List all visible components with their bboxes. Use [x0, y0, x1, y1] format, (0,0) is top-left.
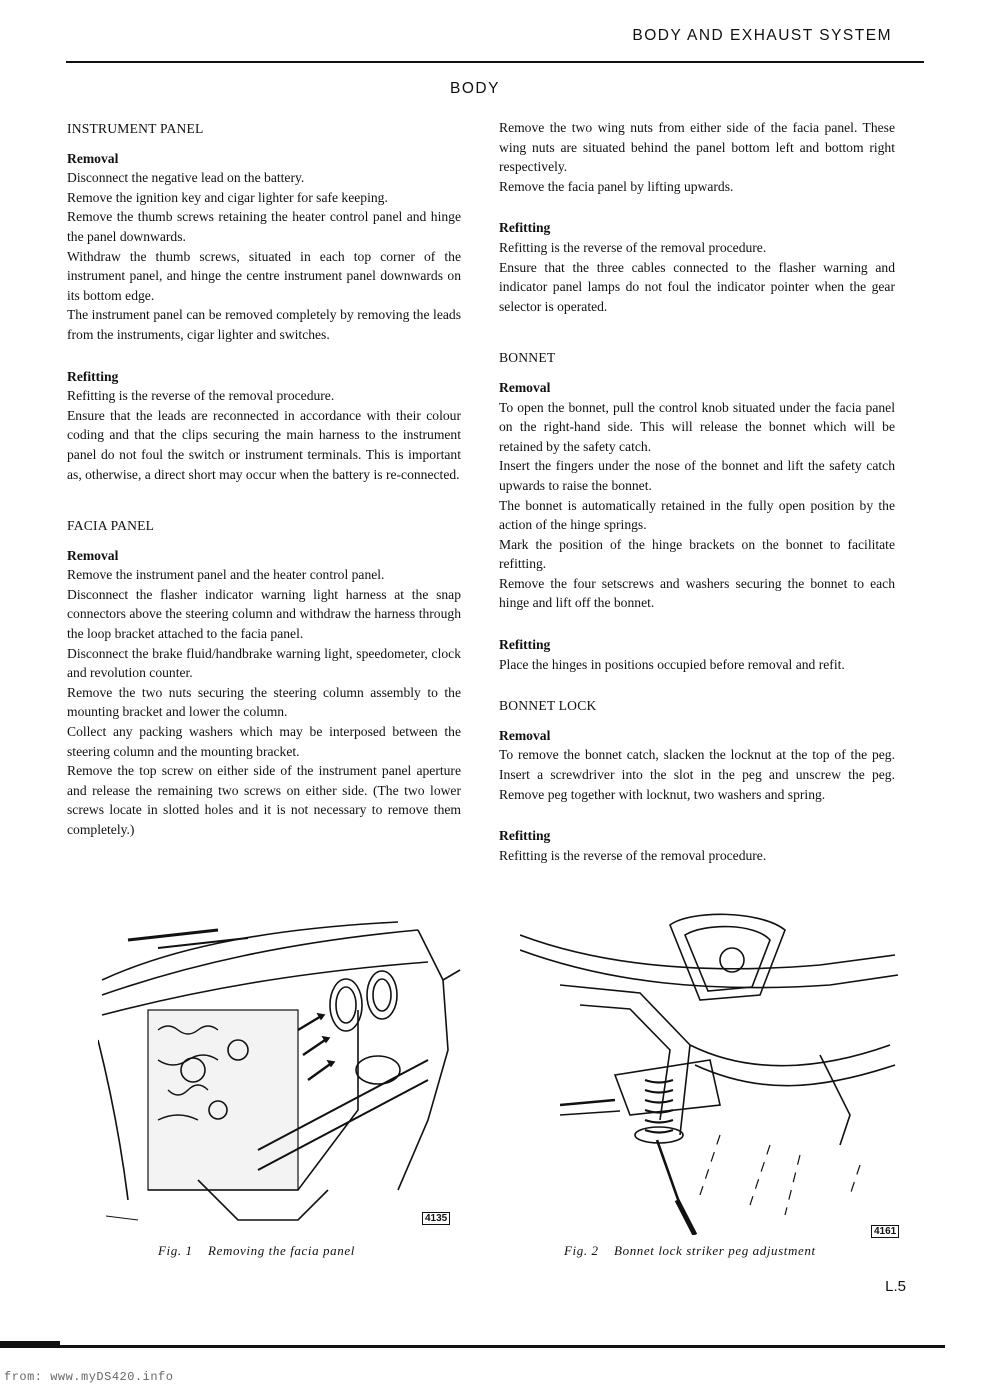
paragraph: Disconnect the brake fluid/handbrake warning light, speedometer, clock and revolution counter.	[67, 645, 461, 681]
facia-panel-heading: FACIA PANEL	[67, 518, 155, 534]
paragraph: Remove the instrument panel and the heater control panel.	[67, 567, 385, 583]
paragraph: Refitting is the reverse of the removal procedure.	[67, 388, 335, 404]
instrument-panel-heading: INSTRUMENT PANEL	[67, 121, 204, 136]
bottom-rule	[0, 1345, 945, 1348]
paragraph: Remove the facia panel by lifting upwards.	[499, 178, 734, 194]
paragraph: Ensure that the three cables connected to the flasher warning and indicator panel lamps do not foul the indicator pointer when the gear selector is operated.	[499, 259, 895, 314]
paragraph: Collect any packing washers which may be interposed between the steering column and the mounting bracket.	[67, 724, 461, 759]
paragraph: The bonnet is automatically retained in the fully open position by the action of the hinge springs.	[499, 497, 895, 533]
paragraph: The instrument panel can be removed completely by removing the leads from the instruments, cigar lighter and switches.	[67, 307, 461, 342]
bonnet-lock-refitting-heading: Refitting	[499, 828, 551, 844]
figure-2-caption: Fig. 2 Bonnet lock striker peg adjustment	[564, 1243, 816, 1258]
section-title: BODY	[450, 80, 500, 97]
paragraph: Place the hinges in positions occupied before removal and refit.	[499, 656, 845, 672]
figure-1-illustration	[98, 920, 462, 1230]
page-number: L.5	[885, 1278, 906, 1295]
paragraph: Remove the two wing nuts from either side of the facia panel. These wing nuts are situated behind the panel bottom left and bottom right respectively.	[499, 120, 895, 175]
paragraph: Disconnect the negative lead on the battery.	[67, 170, 305, 186]
paragraph: Disconnect the flasher indicator warning light harness at the snap connectors above the steering column and withdraw the harness through the loop bracket attached to the facia panel.	[67, 586, 461, 642]
bonnet-lock-removal-heading: Removal	[499, 727, 551, 743]
paragraph: Mark the position of the hinge brackets on the bonnet to facilitate refitting.	[499, 536, 895, 572]
bonnet-removal-heading: Removal	[499, 379, 551, 395]
running-header: BODY AND EXHAUST SYSTEM	[632, 27, 892, 44]
figure-2-number: 4161	[871, 1225, 899, 1238]
paragraph: Refitting is the reverse of the removal procedure.	[499, 239, 767, 255]
paragraph: Remove the two nuts securing the steering column assembly to the mounting bracket and lower the column.	[67, 684, 461, 720]
left-column	[67, 119, 461, 840]
figure-1-caption: Fig. 1 Removing the facia panel	[158, 1243, 355, 1258]
paragraph: Remove the thumb screws retaining the heater control panel and hinge the panel downwards.	[67, 209, 461, 244]
right-column	[499, 118, 895, 865]
bonnet-lock-heading: BONNET LOCK	[499, 698, 597, 714]
header-rule	[66, 61, 924, 63]
instrument-panel-refitting-heading: Refitting	[67, 368, 119, 384]
bonnet-refitting-heading: Refitting	[499, 637, 551, 653]
bonnet-heading: BONNET	[499, 350, 556, 366]
facia-panel-removal-heading: Removal	[67, 547, 119, 563]
facia-refitting-heading: Refitting	[499, 220, 551, 236]
paragraph: Remove the top screw on either side of the instrument panel aperture and release the remaining two screws on either side. (The two lower screws locate in slotted holes and it is not necessary to remove them completely.)	[67, 763, 461, 837]
paragraph: Remove the four setscrews and washers securing the bonnet to each hinge and lift off the bonnet.	[499, 575, 895, 611]
paragraph: Insert the fingers under the nose of the bonnet and lift the safety catch upwards to raise the bonnet.	[499, 458, 895, 493]
instrument-panel-removal-heading: Removal	[67, 150, 119, 166]
paragraph: To open the bonnet, pull the control knob situated under the facia panel on the right-hand side. This will release the bonnet which will be retained by the safety catch.	[499, 399, 895, 454]
paragraph: Refitting is the reverse of the removal procedure.	[499, 847, 767, 863]
source-watermark: from: www.myDS420.info	[4, 1370, 174, 1384]
paragraph: To remove the bonnet catch, slacken the locknut at the top of the peg. Insert a screwdriver into the slot in the peg and unscrew the peg. Remove peg together with locknut, two washers and spring.	[499, 747, 895, 802]
figure-1-number: 4135	[422, 1212, 450, 1225]
paragraph: Remove the ignition key and cigar lighter for safe keeping.	[67, 189, 388, 205]
paragraph: Ensure that the leads are reconnected in accordance with their colour coding and that the clips securing the main harness to the instrument panel do not foul the switch or instrument terminals. This is important as, otherwise, a direct short may occur when the battery is re-connected.	[67, 407, 461, 482]
figure-2-illustration	[520, 905, 900, 1235]
paragraph: Withdraw the thumb screws, situated in each top corner of the instrument panel, and hinge the centre instrument panel downwards on its bottom edge.	[67, 248, 461, 303]
